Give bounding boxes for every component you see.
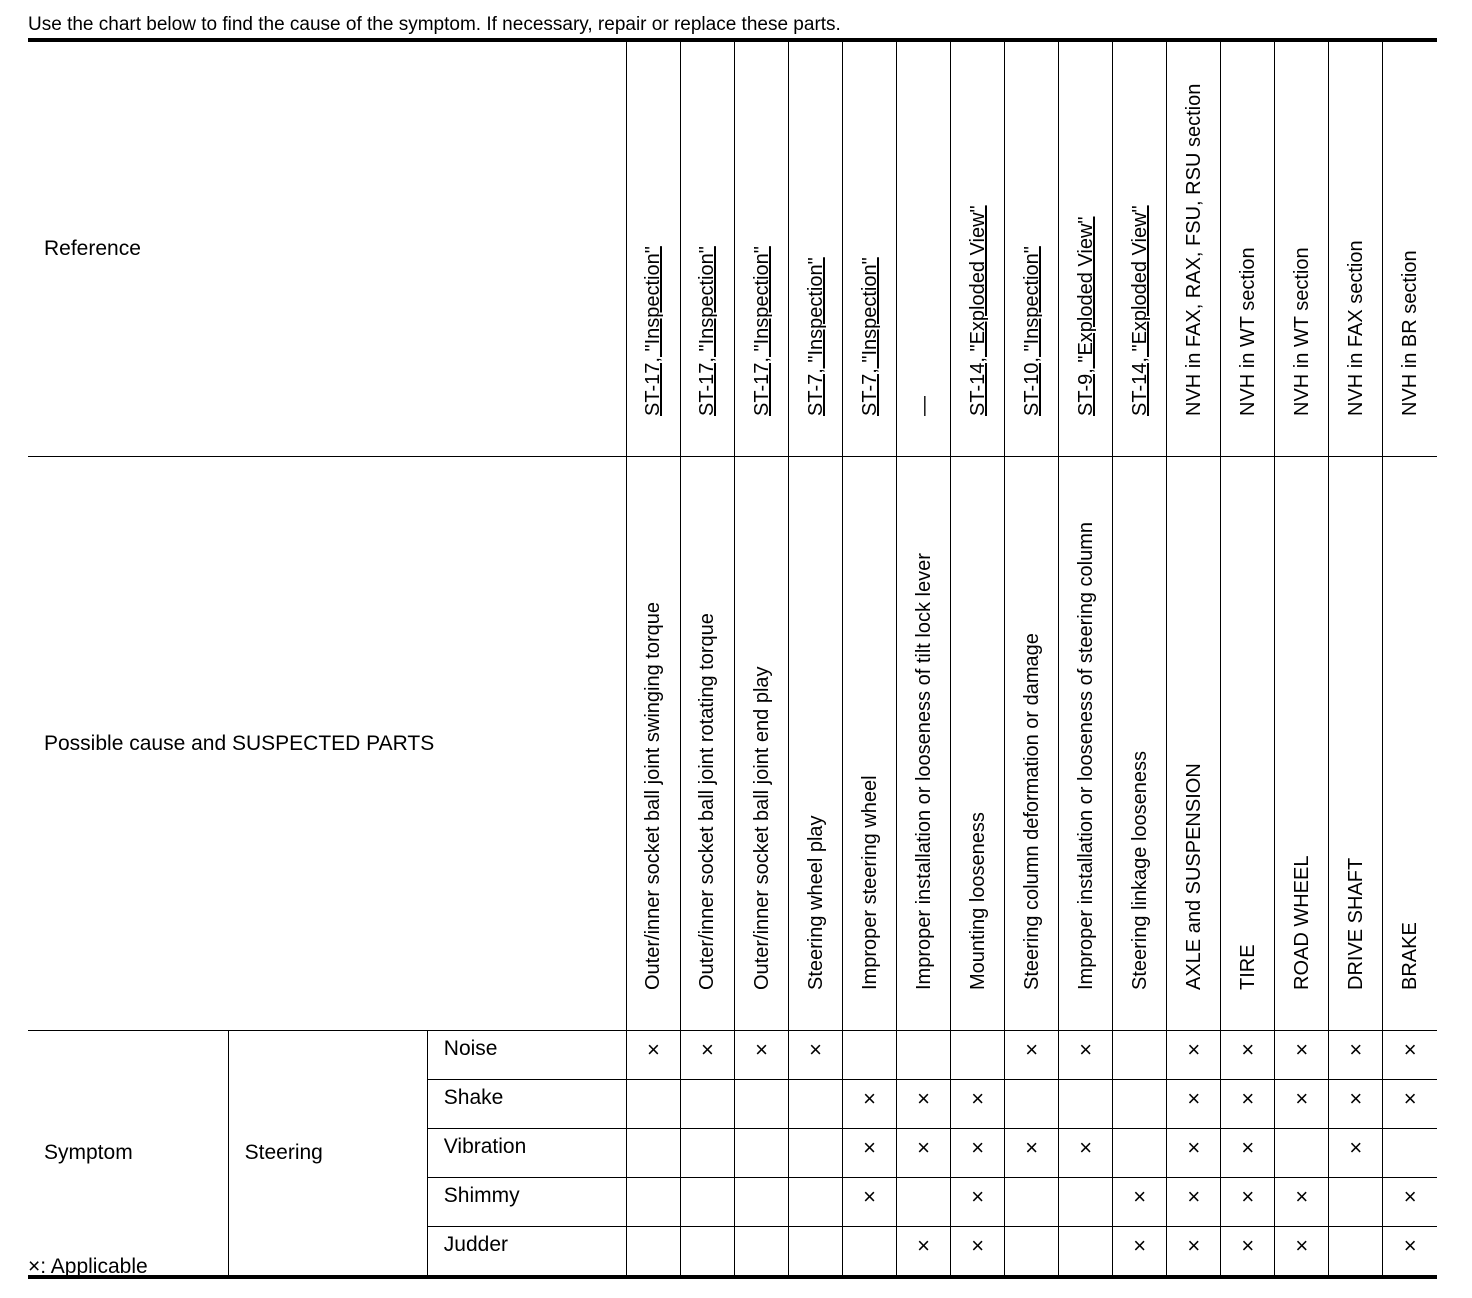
reference-text: NVH in WT section — [1236, 247, 1259, 416]
applicable-cell — [1005, 1080, 1059, 1129]
symptom-name: Judder — [427, 1227, 626, 1278]
applicable-cell — [1005, 1031, 1059, 1080]
applicable-cell — [843, 1129, 897, 1178]
suspected-part-text: Steering column deformation or damage — [1020, 633, 1043, 990]
reference-cell[interactable] — [1005, 40, 1059, 457]
applicable-cell — [1059, 1227, 1113, 1278]
applicable-cell — [680, 1080, 734, 1129]
applicable-cell — [1329, 1080, 1383, 1129]
applicable-mark: × — [1295, 1233, 1309, 1258]
reference-text: NVH in FAX section — [1344, 240, 1367, 416]
applicable-cell — [1275, 1178, 1329, 1227]
applicable-mark: × — [1241, 1233, 1255, 1258]
applicable-mark: × — [1403, 1037, 1417, 1062]
applicable-cell — [1275, 1227, 1329, 1278]
applicable-cell — [734, 1178, 788, 1227]
reference-cell[interactable] — [1113, 40, 1167, 457]
reference-cell — [1329, 40, 1383, 457]
applicable-mark: × — [1403, 1184, 1417, 1209]
reference-cell[interactable] — [626, 40, 680, 457]
applicable-mark: × — [917, 1086, 931, 1111]
suspected-part-cell — [1329, 457, 1383, 1031]
applicable-mark: × — [971, 1184, 985, 1209]
applicable-cell — [1059, 1129, 1113, 1178]
applicable-cell — [1113, 1129, 1167, 1178]
applicable-mark: × — [1025, 1037, 1039, 1062]
applicable-mark: × — [1295, 1184, 1309, 1209]
applicable-mark: × — [1079, 1037, 1093, 1062]
applicable-mark: × — [863, 1184, 876, 1209]
reference-link[interactable]: ST-7, "Inspection" — [858, 257, 881, 416]
applicable-cell — [1275, 1080, 1329, 1129]
applicable-cell — [1167, 1031, 1221, 1080]
applicable-cell — [734, 1129, 788, 1178]
applicable-cell — [897, 1227, 951, 1278]
suspected-part-cell — [1383, 457, 1437, 1031]
suspected-part-cell — [1005, 457, 1059, 1031]
applicable-mark: × — [1241, 1086, 1255, 1111]
suspected-part-cell — [1221, 457, 1275, 1031]
reference-link[interactable]: ST-17, "Inspection" — [750, 246, 773, 416]
symptom-name: Shimmy — [427, 1178, 626, 1227]
reference-cell[interactable] — [734, 40, 788, 457]
reference-row — [28, 40, 1437, 457]
suspected-part-text: TIRE — [1236, 944, 1259, 990]
reference-cell — [1383, 40, 1437, 457]
suspected-part-text: DRIVE SHAFT — [1344, 857, 1367, 990]
symptom-name: Noise — [427, 1031, 626, 1080]
reference-cell — [1275, 40, 1329, 457]
applicable-cell — [626, 1178, 680, 1227]
applicable-mark: × — [1349, 1135, 1363, 1160]
suspected-part-text: Improper steering wheel — [858, 775, 881, 990]
applicable-cell — [1221, 1031, 1275, 1080]
applicable-mark: × — [1133, 1233, 1147, 1258]
reference-cell — [897, 40, 951, 457]
applicable-cell — [843, 1031, 897, 1080]
intro-text: Use the chart below to find the cause of the symptom. If necessary, repair or replace these parts. — [28, 14, 841, 35]
reference-cell[interactable] — [951, 40, 1005, 457]
suspected-part-text: Outer/inner socket ball joint rotating torque — [696, 613, 719, 990]
reference-cell[interactable] — [843, 40, 897, 457]
suspected-part-cell — [626, 457, 680, 1031]
suspected-parts-row — [28, 457, 1437, 1031]
applicable-cell — [1059, 1080, 1113, 1129]
applicable-mark: × — [971, 1233, 985, 1258]
applicable-cell — [1059, 1031, 1113, 1080]
suspected-part-cell — [789, 457, 843, 1031]
applicable-cell — [626, 1227, 680, 1278]
suspected-part-cell — [1167, 457, 1221, 1031]
applicable-cell — [789, 1080, 843, 1129]
applicable-cell — [843, 1080, 897, 1129]
applicable-cell — [789, 1129, 843, 1178]
applicable-cell — [1167, 1129, 1221, 1178]
applicable-mark: × — [863, 1135, 876, 1160]
applicable-cell — [1383, 1129, 1437, 1178]
applicable-cell — [1167, 1080, 1221, 1129]
applicable-cell — [626, 1080, 680, 1129]
applicable-cell — [734, 1227, 788, 1278]
suspected-part-text: ROAD WHEEL — [1290, 855, 1313, 990]
applicable-mark: × — [1133, 1184, 1147, 1209]
suspected-part-text: Improper installation or looseness of steering column — [1074, 521, 1097, 990]
suspected-part-cell — [897, 457, 951, 1031]
applicable-cell — [951, 1031, 1005, 1080]
applicable-cell — [734, 1080, 788, 1129]
applicable-mark: × — [863, 1086, 876, 1111]
reference-cell[interactable] — [680, 40, 734, 457]
applicable-cell — [951, 1129, 1005, 1178]
applicable-cell — [951, 1080, 1005, 1129]
reference-link[interactable]: ST-14, "Exploded View" — [966, 205, 989, 416]
applicable-cell — [951, 1178, 1005, 1227]
suspected-part-text: Improper installation or looseness of tilt lock lever — [912, 553, 935, 990]
symptom-label: Symptom — [28, 1031, 228, 1278]
suspected-part-cell — [843, 457, 897, 1031]
applicable-mark: × — [1187, 1037, 1201, 1062]
reference-link[interactable]: ST-17, "Inspection" — [642, 246, 665, 416]
symptom-row — [28, 1031, 1437, 1080]
applicable-cell — [1113, 1031, 1167, 1080]
applicable-mark: × — [1187, 1086, 1201, 1111]
applicable-cell — [951, 1227, 1005, 1278]
reference-link[interactable]: ST-9, "Exploded View" — [1074, 216, 1097, 416]
applicable-mark: × — [1241, 1135, 1255, 1160]
applicable-cell — [789, 1227, 843, 1278]
reference-link[interactable]: ST-10, "Inspection" — [1020, 246, 1043, 416]
applicable-cell — [897, 1031, 951, 1080]
applicable-cell — [680, 1129, 734, 1178]
applicable-mark: × — [1187, 1135, 1201, 1160]
applicable-cell — [1275, 1129, 1329, 1178]
applicable-cell — [843, 1227, 897, 1278]
applicable-mark: × — [1403, 1233, 1417, 1258]
applicable-mark: × — [755, 1037, 768, 1062]
reference-text: NVH in FAX, RAX, FSU, RSU section — [1182, 83, 1205, 416]
applicable-cell — [1383, 1178, 1437, 1227]
applicable-mark: × — [917, 1233, 931, 1258]
applicable-cell — [1221, 1178, 1275, 1227]
applicable-mark: × — [917, 1135, 931, 1160]
applicable-cell — [680, 1227, 734, 1278]
applicable-cell — [1005, 1227, 1059, 1278]
applicable-mark: × — [1295, 1037, 1309, 1062]
applicable-cell — [1329, 1129, 1383, 1178]
applicable-cell — [1383, 1031, 1437, 1080]
reference-text: NVH in WT section — [1290, 247, 1313, 416]
applicable-cell — [1329, 1227, 1383, 1278]
applicable-mark: × — [1403, 1086, 1417, 1111]
reference-cell — [1167, 40, 1221, 457]
applicable-cell — [1221, 1080, 1275, 1129]
suspected-part-cell — [1113, 457, 1167, 1031]
applicable-cell — [680, 1178, 734, 1227]
applicable-cell — [843, 1178, 897, 1227]
reference-cell[interactable] — [1059, 40, 1113, 457]
suspected-part-text: Mounting looseness — [966, 812, 989, 990]
applicable-mark: × — [1241, 1184, 1255, 1209]
applicable-cell — [680, 1031, 734, 1080]
applicable-cell — [897, 1129, 951, 1178]
applicable-cell — [1329, 1178, 1383, 1227]
diagnosis-chart — [28, 38, 1437, 1279]
legend: ×: Applicable — [28, 1255, 148, 1278]
suspected-part-text: Steering wheel play — [804, 815, 827, 990]
applicable-cell — [626, 1031, 680, 1080]
suspected-part-cell — [1059, 457, 1113, 1031]
applicable-cell — [734, 1031, 788, 1080]
applicable-cell — [1167, 1227, 1221, 1278]
applicable-cell — [789, 1178, 843, 1227]
applicable-cell — [1113, 1227, 1167, 1278]
reference-label: Reference — [28, 40, 626, 457]
category-label: Steering — [228, 1031, 427, 1278]
symptom-name: Vibration — [427, 1129, 626, 1178]
reference-cell — [1221, 40, 1275, 457]
applicable-cell — [1275, 1031, 1329, 1080]
applicable-mark: × — [809, 1037, 822, 1062]
applicable-mark: × — [1187, 1233, 1201, 1258]
applicable-mark: × — [971, 1135, 985, 1160]
applicable-cell — [1005, 1129, 1059, 1178]
suspected-part-text: Outer/inner socket ball joint end play — [750, 666, 773, 990]
applicable-mark: × — [1349, 1086, 1363, 1111]
applicable-mark: × — [1079, 1135, 1093, 1160]
applicable-mark: × — [1295, 1086, 1309, 1111]
applicable-cell — [897, 1178, 951, 1227]
reference-text: — — [912, 396, 935, 416]
suspected-part-text: BRAKE — [1399, 922, 1422, 990]
reference-link[interactable]: ST-14, "Exploded View" — [1128, 205, 1151, 416]
reference-link[interactable]: ST-17, "Inspection" — [696, 246, 719, 416]
reference-text: NVH in BR section — [1399, 250, 1422, 416]
applicable-cell — [1005, 1178, 1059, 1227]
applicable-mark: × — [1349, 1037, 1363, 1062]
applicable-mark: × — [971, 1086, 985, 1111]
applicable-cell — [897, 1080, 951, 1129]
suspected-part-text: Steering linkage looseness — [1128, 750, 1151, 990]
suspected-part-text: AXLE and SUSPENSION — [1182, 763, 1205, 990]
suspected-part-text: Outer/inner socket ball joint swinging torque — [642, 602, 665, 990]
applicable-cell — [1167, 1178, 1221, 1227]
suspected-part-cell — [1275, 457, 1329, 1031]
applicable-cell — [789, 1031, 843, 1080]
applicable-cell — [1221, 1227, 1275, 1278]
applicable-cell — [626, 1129, 680, 1178]
applicable-cell — [1113, 1080, 1167, 1129]
applicable-mark: × — [701, 1037, 714, 1062]
suspected-part-cell — [734, 457, 788, 1031]
symptom-name: Shake — [427, 1080, 626, 1129]
applicable-mark: × — [1187, 1184, 1201, 1209]
suspected-parts-label: Possible cause and SUSPECTED PARTS — [28, 457, 626, 1031]
applicable-cell — [1113, 1178, 1167, 1227]
reference-link[interactable]: ST-7, "Inspection" — [804, 257, 827, 416]
applicable-cell — [1329, 1031, 1383, 1080]
applicable-cell — [1383, 1080, 1437, 1129]
applicable-cell — [1059, 1178, 1113, 1227]
suspected-part-cell — [951, 457, 1005, 1031]
applicable-cell — [1221, 1129, 1275, 1178]
reference-cell[interactable] — [789, 40, 843, 457]
applicable-cell — [1383, 1227, 1437, 1278]
applicable-mark: × — [647, 1037, 660, 1062]
applicable-mark: × — [1241, 1037, 1255, 1062]
suspected-part-cell — [680, 457, 734, 1031]
applicable-mark: × — [1025, 1135, 1039, 1160]
